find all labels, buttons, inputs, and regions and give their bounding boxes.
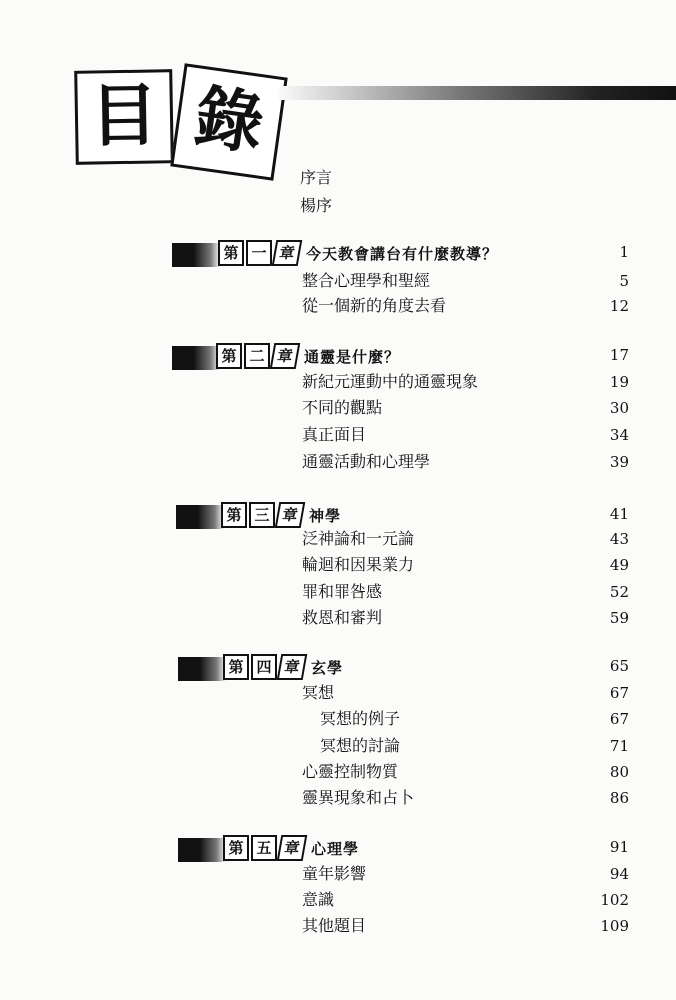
toc-entry: [0, 787, 676, 813]
chapter-marker-bar: [172, 243, 220, 267]
toc-entry: [0, 270, 676, 296]
chapter-label: [218, 240, 498, 266]
entry-label: 輪迴和因果業力: [302, 555, 415, 574]
entry-label: 真正面目: [302, 425, 367, 444]
toc-entry: [0, 889, 676, 915]
entry-label: 新紀元運動中的通靈現象: [302, 372, 479, 391]
page-header: [0, 0, 676, 190]
toc-entry: [0, 581, 676, 607]
chapter-prefix-box: 第: [223, 835, 249, 861]
toc-entry: [0, 371, 676, 397]
chapter-label: [223, 835, 359, 861]
chapter-page: 41: [609, 505, 629, 523]
entry-page: 39: [609, 453, 629, 471]
entry-label: 冥想的例子: [320, 709, 401, 728]
chapter-page: 91: [609, 838, 629, 856]
entry-page: 67: [609, 684, 629, 702]
toc-entry: [0, 761, 676, 787]
entry-page: 30: [609, 399, 629, 417]
entry-page: 59: [609, 609, 629, 627]
chapter-title: 通靈是什麼？: [304, 347, 401, 366]
entry-label: 救恩和審判: [302, 608, 383, 627]
chapter-page: 17: [609, 346, 629, 364]
entry-page: 52: [609, 583, 629, 601]
chapter-page: 65: [609, 657, 629, 675]
chapter-title: 心理學: [311, 839, 360, 858]
header-gradient-bar: [278, 86, 676, 100]
entry-page: 43: [609, 530, 629, 548]
toc-entry: [0, 607, 676, 633]
chapter-number-box: 二: [244, 343, 270, 369]
chapter-suffix-box: 章: [277, 654, 308, 680]
chapter-marker-bar: [178, 838, 226, 862]
entry-label: 冥想的討論: [320, 736, 401, 755]
entry-label: 意識: [302, 890, 335, 909]
entry-page: 109: [600, 917, 629, 935]
chapter-suffix-box: 章: [277, 835, 308, 861]
title-char-box-2: [170, 63, 287, 180]
entry-label: 整合心理學和聖經: [302, 271, 431, 290]
chapter-number-box: 五: [251, 835, 277, 861]
entry-label: 不同的觀點: [302, 398, 383, 417]
toc-entry: [0, 397, 676, 423]
chapter-page: 1: [619, 243, 629, 261]
entry-page: 5: [619, 272, 629, 290]
prelim-yang-preface: 楊序: [300, 196, 333, 215]
entry-label: 冥想: [302, 683, 335, 702]
toc-entry: [0, 915, 676, 941]
entry-page: 94: [609, 865, 629, 883]
entry-label: 泛神論和一元論: [302, 529, 415, 548]
toc-entry: [0, 682, 676, 708]
chapter-title: 神學: [309, 506, 342, 525]
toc-entry: [0, 554, 676, 580]
chapter-number-box: 一: [246, 240, 272, 266]
entry-page: 71: [609, 737, 629, 755]
entry-page: 19: [609, 373, 629, 391]
chapter-label: [216, 343, 400, 369]
entry-page: 34: [609, 426, 629, 444]
chapter-prefix-box: 第: [218, 240, 244, 266]
entry-page: 67: [609, 710, 629, 728]
chapter-prefix-box: 第: [216, 343, 242, 369]
toc-subentry: [0, 735, 676, 761]
title-char-box-1: [74, 69, 174, 165]
chapter-heading: [0, 654, 676, 684]
entry-page: 80: [609, 763, 629, 781]
title-char-1: 目: [89, 76, 159, 157]
entry-page: 49: [609, 556, 629, 574]
chapter-heading: [0, 240, 676, 270]
chapter-number-box: 三: [249, 502, 275, 528]
chapter-prefix-box: 第: [221, 502, 247, 528]
chapter-prefix-box: 第: [223, 654, 249, 680]
entry-label: 靈異現象和占卜: [302, 788, 415, 807]
toc-entry: [0, 424, 676, 450]
chapter-suffix-box: 章: [270, 343, 301, 369]
chapter-title: 今天教會講台有什麼教導？: [306, 244, 499, 263]
toc-entry: [0, 863, 676, 889]
title-char-2: 錄: [189, 77, 269, 166]
chapter-label: [223, 654, 343, 680]
chapter-suffix-box: 章: [275, 502, 306, 528]
entry-label: 通靈活動和心理學: [302, 452, 431, 471]
chapter-title: 玄學: [311, 658, 344, 677]
entry-label: 從一個新的角度去看: [302, 296, 447, 315]
chapter-marker-bar: [176, 505, 224, 529]
chapter-number-box: 四: [251, 654, 277, 680]
chapter-marker-bar: [172, 346, 220, 370]
chapter-marker-bar: [178, 657, 226, 681]
chapter-heading: [0, 835, 676, 865]
toc-entry: [0, 528, 676, 554]
toc-entry: [0, 295, 676, 321]
chapter-suffix-box: 章: [272, 240, 303, 266]
entry-page: 102: [600, 891, 629, 909]
entry-label: 罪和罪咎感: [302, 582, 383, 601]
entry-page: 12: [609, 297, 629, 315]
entry-page: 86: [609, 789, 629, 807]
toc-entry: [0, 451, 676, 477]
entry-label: 童年影響: [302, 864, 367, 883]
toc-subentry: [0, 708, 676, 734]
chapter-label: [221, 502, 341, 528]
prelim-preface: 序言: [300, 168, 333, 187]
entry-label: 心靈控制物質: [302, 762, 399, 781]
chapter-heading: [0, 343, 676, 373]
entry-label: 其他題目: [302, 916, 367, 935]
